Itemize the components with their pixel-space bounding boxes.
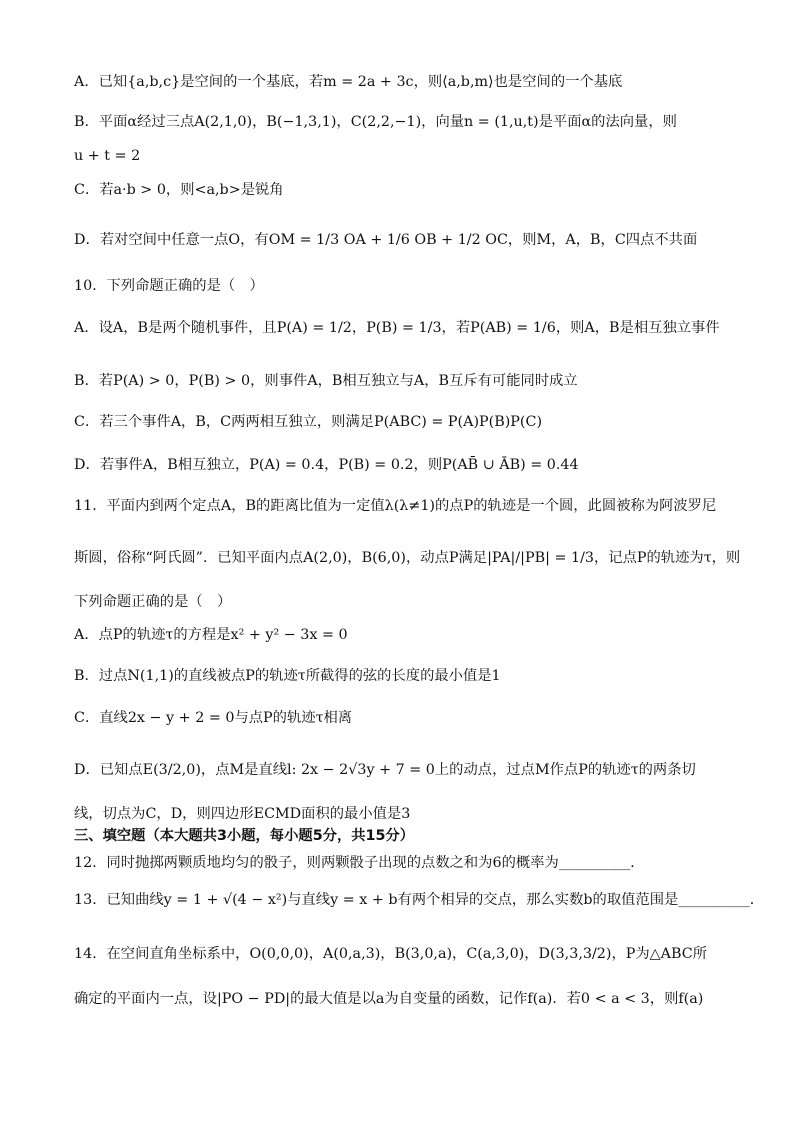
q10-option-c: C．若三个事件A，B，C两两相互独立，则满足P(ABC) = P(A)P(B)P(C): [74, 414, 543, 430]
q11-option-d: D．已知点E(3/2,0)，点M是直线l: 2x − 2√3y + 7 = 0上的动点，过点M作点P的轨迹τ的两条切: [74, 762, 696, 778]
q10-option-a: A．设A，B是两个随机事件，且P(A) = 1/2，P(B) = 1/3，若P(AB) = 1/6，则A，B是相互独立事件: [74, 320, 720, 336]
q11-option-b: B．过点N(1,1)的直线被点P的轨迹τ所截得的弦的长度的最小值是1: [74, 668, 501, 684]
q11-stem-3: 下列命题正确的是（ ）: [74, 594, 232, 610]
q14-line-2: 确定的平面内一点，设|PO − PD|的最大值是以a为自变量的函数，记作f(a)．若0 < a < 3，则f(a): [74, 991, 704, 1007]
q12: 12．同时抛掷两颗质地均匀的骰子，则两颗骰子出现的点数之和为6的概率为__________．: [74, 855, 645, 871]
q14-line-1: 14．在空间直角坐标系中，O(0,0,0)，A(0,a,3)，B(3,0,a)，C(a,3,0)，D(3,3,3/2)，P为△ABC所: [74, 946, 707, 962]
q10-stem: 10．下列命题正确的是（ ）: [74, 278, 264, 294]
q13: 13．已知曲线y = 1 + √(4 − x²)与直线y = x + b有两个相异的交点，那么实数b的取值范围是__________．: [74, 892, 765, 908]
q9-option-b: B．平面α经过三点A(2,1,0)，B(−1,3,1)，C(2,2,−1)，向量n = (1,u,t)是平面α的法向量，则: [74, 114, 677, 130]
q9-option-d: D．若对空间中任意一点O，有OM = 1/3 OA + 1/6 OB + 1/2 OC，则M，A，B，C四点不共面: [74, 232, 698, 248]
q11-option-a: A．点P的轨迹τ的方程是x² + y² − 3x = 0: [74, 627, 348, 643]
section-heading: 三、填空题（本大题共3小题，每小题5分，共15分）: [74, 828, 415, 844]
q10-option-b: B．若P(A) > 0，P(B) > 0，则事件A，B相互独立与A，B互斥有可能同时成立: [74, 373, 578, 389]
q9-option-b-cont: u + t = 2: [74, 148, 141, 164]
q11-option-d-cont: 线，切点为C，D，则四边形ECMD面积的最小值是3: [74, 806, 411, 822]
q10-option-d: D．若事件A，B相互独立，P(A) = 0.4，P(B) = 0.2，则P(AB̄ ∪ ĀB) = 0.44: [74, 457, 579, 473]
q9-option-a: A．已知{a,b,c}是空间的一个基底，若m = 2a + 3c，则⟨a,b,m⟩也是空间的一个基底: [74, 74, 623, 90]
q11-stem-1: 11．平面内到两个定点A，B的距离比值为一定值λ(λ≠1)的点P的轨迹是一个圆，此圆被称为阿波罗尼: [74, 498, 717, 514]
q11-stem-2: 斯圆，俗称“阿氏圆”．已知平面内点A(2,0)，B(6,0)，动点P满足|PA|/|PB| = 1/3，记点P的轨迹为τ，则: [74, 550, 741, 566]
q9-option-c: C．若a·b > 0，则<a,b>是锐角: [74, 182, 284, 198]
q11-option-c: C．直线2x − y + 2 = 0与点P的轨迹τ相离: [74, 710, 353, 726]
